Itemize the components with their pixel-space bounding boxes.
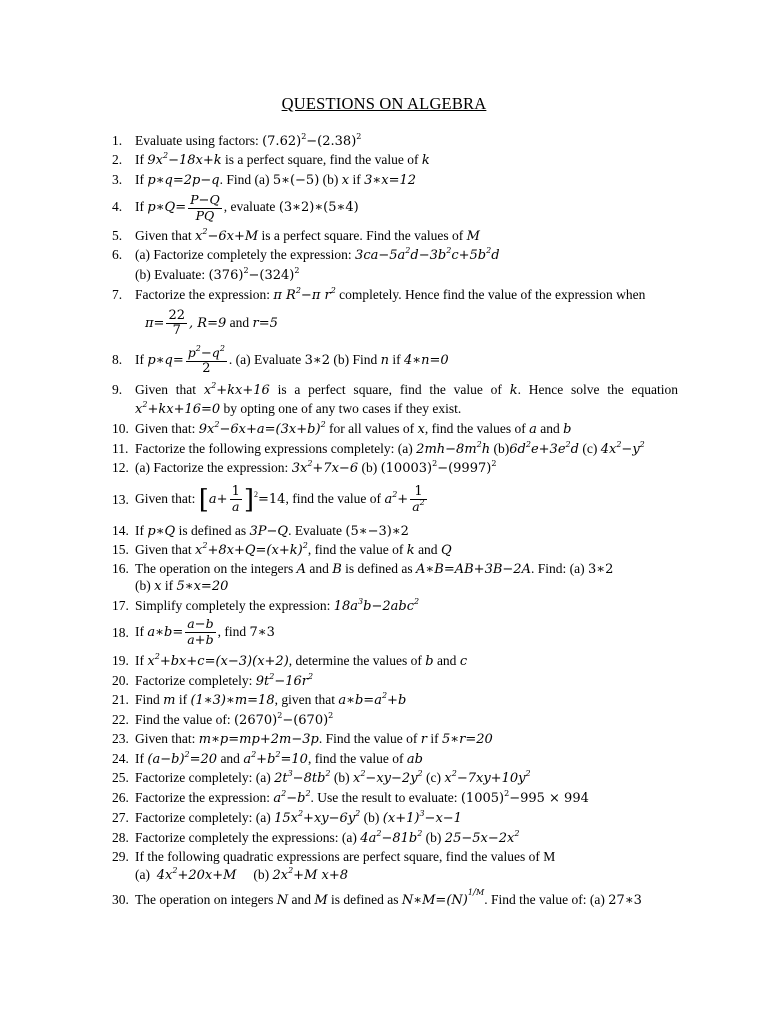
question-number: 11. [112,441,129,456]
question-number: 16. [112,561,129,576]
question-number: 30. [112,892,129,907]
question-30: The operation on integers N and M is defined as $N∗M=(N)^{1/M}$. Find the value of: (a) 27∗3 [135,888,642,908]
question-29: If the following quadratic expressions are perfect square, find the values of M [135,849,556,864]
question-number: 21. [112,692,129,707]
question-16: The operation on the integers A and B is defined as A∗B=AB+3B−2A. Find: (a) 3∗2 [135,561,614,577]
question-number: 29. [112,849,129,864]
question-27: Factorize completely: (a) $15x^2+xy-6y^2$ (b) $(x+1)^3-x-1$ [135,809,462,826]
question-number: 26. [112,790,129,805]
question-number: 13. [112,492,129,507]
question-21: Find m if (1∗3)∗m=18, given that $a∗b=a^2+b$ [135,691,407,708]
question-24: If $(a-b)^2=20$ and $a^2+b^2=10$, find the value of ab [135,750,423,767]
question-number: 20. [112,673,129,688]
question-22: Find the value of: $(2670)^2-(670)^2$ [135,711,334,728]
question-26: Factorize the expression: $a^2-b^2$. Use the result to evaluate: $(1005)^2-995 \times 994$ [135,789,589,806]
question-number: 17. [112,598,129,613]
question-5: Given that $x^2-6x+M$ is a perfect square. Find the values of M [135,227,480,244]
question-number: 6. [112,247,123,262]
question-9-cont: $x^2+kx+16=0$ by opting one of any two cases if they exist. [135,400,462,417]
question-3: If p∗q=2p−q. Find (a) 5∗(−5) (b) x if 3∗x=12 [135,172,417,188]
question-15: Given that $x^2+8x+Q=(x+k)^2$, find the value of k and Q [135,541,452,558]
question-4: If p∗Q= $\frac{P-Q}{PQ}$ , evaluate (3∗2)∗(5∗4) [135,191,359,223]
question-16b: (b) x if 5∗x=20 [135,578,229,594]
question-number: 12. [112,460,129,475]
question-number: 9. [112,382,123,397]
question-number: 25. [112,770,129,785]
question-number: 5. [112,228,123,243]
question-number: 4. [112,199,123,214]
question-number: 18. [112,625,129,640]
question-number: 14. [112,523,129,538]
question-29-parts: (a) $4x^2+20x+M$ (b) $2x^2+M$ x+8 [135,866,349,883]
question-number: 3. [112,172,123,187]
question-number: 19. [112,653,129,668]
question-number: 8. [112,352,123,367]
question-25: Factorize completely: (a) $2t^3-8tb^2$ (b) $x^2-xy-2y^2$ (c) $x^2-7xy+10y^2$ [135,769,531,786]
question-13: Given that: [a+ $\frac{1}{a}$ ]$^2$=14, find the value of $a^2+$ $\frac{1}{a^2}$ [135,484,425,515]
question-7: Factorize the expression: π $R^2-\pi$ $r^2$ completely. Hence find the value of the expression when [135,286,646,303]
question-17: Simplify completely the expression: $18a^3b-2abc^2$ [135,597,420,614]
question-number: 27. [112,810,129,825]
question-number: 22. [112,712,129,727]
page-title: QUESTIONS ON ALGEBRA [281,94,487,113]
question-9: Given that $x^2+kx+16$ is a perfect square, find the value of k. Hence solve the equation [135,381,679,398]
question-19: If $x^2+bx+c=(x-3)(x+2)$, determine the values of b and c [135,652,468,669]
question-number: 28. [112,830,129,845]
question-20: Factorize completely: $9t^2-16r^2$ [135,672,314,689]
question-2: If $9x^2-18x+k$ is a perfect square, find the value of k [135,151,430,168]
question-text: Evaluate using factors: [135,133,259,148]
question-12: (a) Factorize the expression: $3x^2+7x-6$ (b) $(10003)^2-(9997)^2$ [135,459,497,476]
question-number: 2. [112,152,123,167]
question-14: If p∗Q is defined as 3P−Q. Evaluate (5∗−3)∗2 [135,523,409,539]
question-1: Evaluate using factors: $(7.62)^2-(2.38)^2$ [135,132,362,149]
question-number: 23. [112,731,129,746]
question-number: 1. [112,133,123,148]
question-28: Factorize completely the expressions: (a) $4a^2-81b^2$ (b) $25-5x-2x^2$ [135,829,520,846]
question-number: 15. [112,542,129,557]
question-11: Factorize the following expressions completely: (a) $2mh-8m^2h$ $(b)6d^2e+3e^2d$ (c) $4x^2-y^2$ [135,440,645,457]
question-6a: (a) Factorize completely the expression: $3ca-5a^2d-3b^2c+5b^2d$ [135,246,500,263]
question-23: Given that: m∗p=mp+2m−3p. Find the value of r if 5∗r=20 [135,731,493,747]
question-6b: (b) Evaluate: $(376)^2-(324)^2$ [135,266,300,283]
question-7-values: π= $\frac{22}{7}$ , R=9 and r=5 [145,308,278,339]
question-18: If a∗b= $\frac{a-b}{a+b}$ , find 7∗3 [135,616,275,649]
question-number: 24. [112,751,129,766]
question-10: Given that: $9x^2-6x+a=(3x+b)^2$ for all values of x, find the values of a and b [135,420,572,437]
question-number: 7. [112,287,123,302]
question-8: If p∗q= $\frac{p^2-q^2}{2}$ . (a) Evaluate 3∗2 (b) Find n if 4∗n=0 [135,343,449,376]
question-number: 10. [112,421,129,436]
